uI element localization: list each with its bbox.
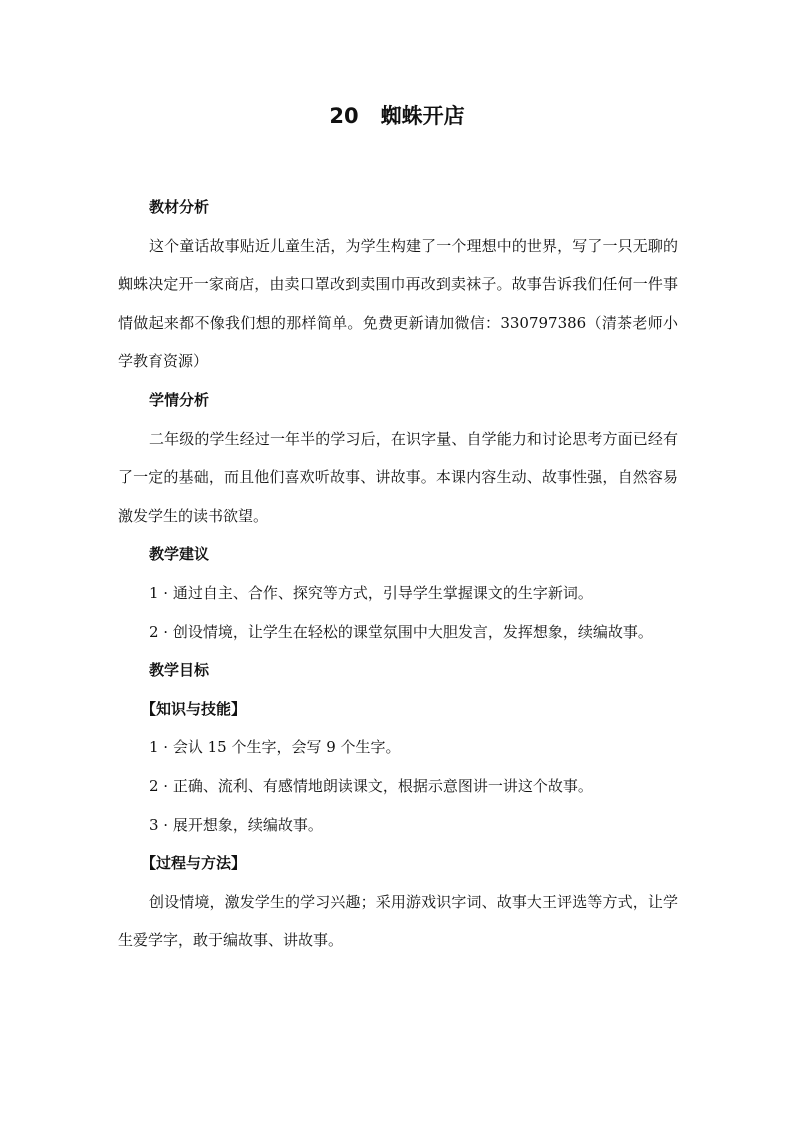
goal-item: 1 · 会认 15 个生字，会写 9 个生字。 bbox=[149, 738, 401, 757]
document-body bbox=[118, 188, 678, 960]
paragraph-process-methods: 创设情境，激发学生的学习兴趣；采用游戏识字词、故事大王评选等方式，让学生爱学字，敢于编故事、讲故事。 bbox=[118, 892, 678, 950]
heading-material-analysis: 教材分析 bbox=[149, 198, 210, 216]
heading-learner-analysis: 学情分析 bbox=[149, 390, 210, 409]
lesson-number: 20 bbox=[329, 104, 359, 128]
heading-teaching-goals: 教学目标 bbox=[149, 661, 210, 680]
paragraph-material-analysis: 这个童话故事贴近儿童生活，为学生构建了一个理想中的世界，写了一只无聊的蜘蛛决定开一家商店，由卖口罩改到卖围巾再改到卖袜子。故事告诉我们任何一件事情做起来都不像我们想的那样简单。免费更新请加微信：330797386（清茶老师小学教育资源） bbox=[118, 236, 678, 371]
subheading-process-methods: 【过程与方法】 bbox=[141, 854, 247, 873]
paragraph-learner-analysis: 二年级的学生经过一年半的学习后，在识字量、自学能力和讨论思考方面已经有了一定的基础，而且他们喜欢听故事、讲故事。本课内容生动、故事性强，自然容易激发学生的读书欲望。 bbox=[118, 429, 678, 525]
suggestion-item: 1 · 通过自主、合作、探究等方式，引导学生掌握课文的生字新词。 bbox=[149, 583, 593, 602]
suggestion-item: 2 · 创设情境，让学生在轻松的课堂氛围中大胆发言，发挥想象，续编故事。 bbox=[149, 622, 653, 641]
goal-item: 3 · 展开想象，续编故事。 bbox=[149, 815, 323, 834]
subheading-knowledge-skills: 【知识与技能】 bbox=[141, 699, 247, 718]
document-title bbox=[0, 100, 794, 132]
heading-teaching-suggestions: 教学建议 bbox=[149, 545, 210, 564]
goal-item: 2 · 正确、流利、有感情地朗读课文，根据示意图讲一讲这个故事。 bbox=[149, 776, 593, 795]
lesson-title: 蜘蛛开店 bbox=[380, 104, 465, 128]
